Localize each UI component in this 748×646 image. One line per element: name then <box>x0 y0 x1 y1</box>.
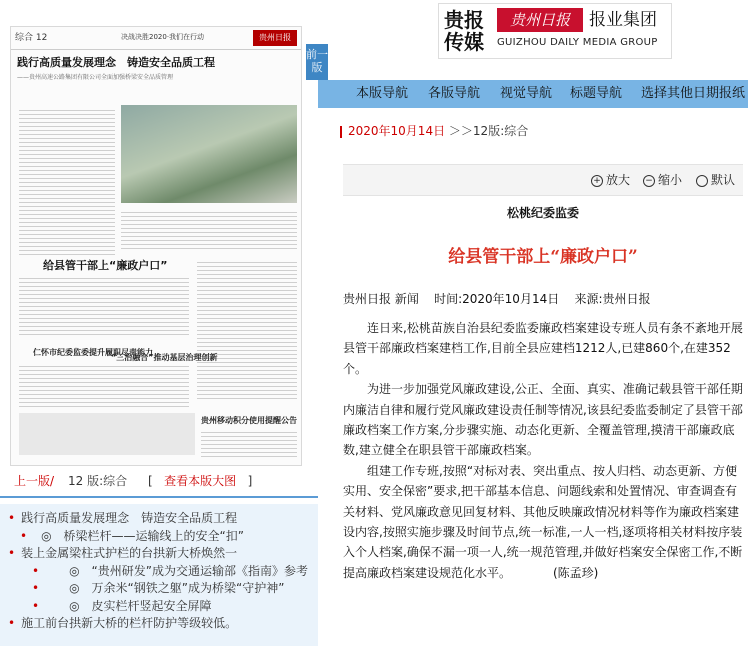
article-body <box>343 318 748 583</box>
thumbnail-text-block <box>19 275 189 337</box>
zoom-in-button[interactable] <box>591 165 630 195</box>
article-list-item[interactable] <box>0 615 318 633</box>
thumbnail-text-block <box>19 107 115 257</box>
font-toolbar <box>343 164 743 196</box>
breadcrumb-marker <box>340 126 342 138</box>
nav-title-nav[interactable]: 标题导航 <box>570 86 623 101</box>
zoom-out-button[interactable] <box>643 165 682 195</box>
default-size-button[interactable] <box>696 165 735 195</box>
logo-group: 报业集团 <box>589 10 657 30</box>
article-list-title: ◎ 万余米“钢铁之躯”成为桥梁“守护神” <box>69 581 285 595</box>
breadcrumb-path[interactable]: ＞＞12版:综合 <box>448 124 529 138</box>
list-bullet: • <box>32 598 40 613</box>
thumbnail-story-title[interactable]: “三治融合”推动基层治理创新 <box>111 353 218 362</box>
article-headline: 给县管干部上“廉政户口” <box>448 247 638 267</box>
thumbnail-header <box>11 27 301 50</box>
thumbnail-ad-block <box>19 413 195 455</box>
breadcrumb <box>340 118 748 144</box>
article-list-title: ◎ 皮实栏杆竖起安全屏障 <box>69 598 212 613</box>
article-list-item[interactable] <box>0 563 318 581</box>
logo-brand: 贵州日报 <box>497 8 583 32</box>
thumbnail-text-block <box>197 259 297 399</box>
zoom-out-icon: − <box>643 175 655 187</box>
article-list-title: 施工前台拱新大桥的栏杆防护等级较低。 <box>21 616 238 630</box>
breadcrumb-date[interactable]: 2020年10月14日 <box>348 124 446 138</box>
bracket-close: ] <box>247 474 253 488</box>
article-kicker: 松桃纪委监委 <box>506 206 579 220</box>
logo-cn: 贵报传媒 <box>444 8 484 54</box>
zoom-in-icon: + <box>591 175 603 187</box>
list-bullet: • <box>8 616 16 630</box>
article-list-title: 装上金属梁柱式护栏的台拱新大桥焕然一 <box>21 546 238 560</box>
article-list-item[interactable] <box>0 528 318 546</box>
article-list-title: ◎ “贵州研发”成为交通运输部《指南》参考 <box>69 563 308 578</box>
bracket-open: [ <box>148 474 153 488</box>
view-large-image <box>148 470 252 492</box>
article-list-title: 践行高质量发展理念 铸造安全品质工程 <box>21 511 238 525</box>
article-paragraph: 为进一步加强党风廉政建设,公正、全面、真实、准确记载县管干部任期内廉洁自律和履行党风廉政建设责任制等情况,该县纪委监委制定了县管干部廉政档案工作方案,分步骤实施、动态化更新、全覆盖管理,摸清干部廉政底数,建立健全在职县管干部廉政档案。 <box>343 382 743 458</box>
current-page-label: 12 版:综合 <box>68 474 128 488</box>
thumbnail-date-strip: 决战决胜2020·我们在行动 <box>121 33 205 41</box>
thumbnail-section: 综合 <box>15 33 34 43</box>
page-pager <box>0 470 318 492</box>
article-list <box>0 504 318 646</box>
thumbnail-lead-title[interactable]: 践行高质量发展理念 铸造安全品质工程 <box>17 56 215 69</box>
thumbnail-text-block <box>19 363 189 407</box>
thumbnail-photo <box>121 105 297 203</box>
article-source: 贵州日报 新闻 <box>343 292 419 306</box>
page-thumbnail[interactable] <box>10 26 302 466</box>
thumbnail-text-block <box>201 429 297 459</box>
list-bullet: • <box>20 528 28 543</box>
article-origin: 来源:贵州日报 <box>574 292 651 306</box>
logo-english: GUIZHOU DAILY MEDIA GROUP <box>497 37 658 48</box>
top-nav <box>318 80 748 108</box>
thumbnail-notice-title[interactable]: 贵州移动积分使用提醒公告 <box>201 416 297 425</box>
article-list-item[interactable] <box>0 580 318 598</box>
left-column <box>0 0 318 646</box>
thumbnail-brand: 贵州日报 <box>253 30 297 46</box>
prev-edition-tab[interactable]: 前一版 <box>306 44 328 80</box>
divider <box>0 496 318 498</box>
nav-edition-nav[interactable]: 各版导航 <box>428 86 481 101</box>
article-list-item[interactable] <box>0 598 318 616</box>
article-paragraph: 组建工作专班,按照“对标对表、突出重点、按人归档、动态更新、方便实用、安全保密”要求,把干部基本信息、问题线索和处置情况、审查调查有关材料、党风廉政意见回复材料、其他反映廉政情况材料等作为廉政档案建设内容,按照实施步骤及时间节点,统一标准,一人一档,逐项将相关材料按序装入个人档案,确保不漏一项一人,统一规范管理,并做好档案安全保密工作,不断提高廉政档案建设规范化水平。 (陈孟珍) <box>343 463 743 580</box>
list-bullet: • <box>8 511 16 525</box>
zoom-in-label: 放大 <box>606 173 631 187</box>
thumbnail-story-title[interactable]: 给县管干部上“廉政户口” <box>43 259 168 272</box>
article-list-item[interactable] <box>0 510 318 528</box>
article-paragraph: 连日来,松桃苗族自治县纪委监委廉政档案建设专班人员有条不紊地开展县管干部廉政档案建档工作,目前全县应建档1212人,已建860个,在建352个。 <box>343 321 743 376</box>
masthead <box>392 3 682 58</box>
nav-page-nav[interactable]: 本版导航 <box>356 86 409 101</box>
default-size-icon <box>696 175 708 187</box>
thumbnail-page-no: 12 <box>35 33 48 43</box>
list-bullet: • <box>8 546 16 560</box>
default-size-label: 默认 <box>711 173 736 187</box>
list-bullet: • <box>32 563 40 578</box>
nav-visual-nav[interactable]: 视觉导航 <box>500 86 553 101</box>
logo[interactable] <box>438 3 672 59</box>
view-large-image-link[interactable]: 查看本版大图 <box>164 474 237 488</box>
article-list-item[interactable] <box>0 545 318 563</box>
article-meta <box>343 290 748 307</box>
thumbnail-text-block <box>121 209 297 249</box>
list-bullet: • <box>32 581 40 595</box>
article-time: 时间:2020年10月14日 <box>434 292 560 306</box>
prev-page-link[interactable]: 上一版/ <box>14 474 55 488</box>
thumbnail-story-title[interactable]: 仁怀市纪委监委提升履职尽责能力 <box>33 348 153 357</box>
nav-other-date[interactable]: 选择其他日期报纸 <box>641 86 746 101</box>
article-list-title: ◎ 桥梁栏杆——运输线上的安全“扣” <box>41 528 244 543</box>
zoom-out-label: 缩小 <box>658 173 683 187</box>
thumbnail-lead-sub: ——贵州高速公路集团有限公司全面加强桥梁安全品质管理 <box>17 74 174 81</box>
